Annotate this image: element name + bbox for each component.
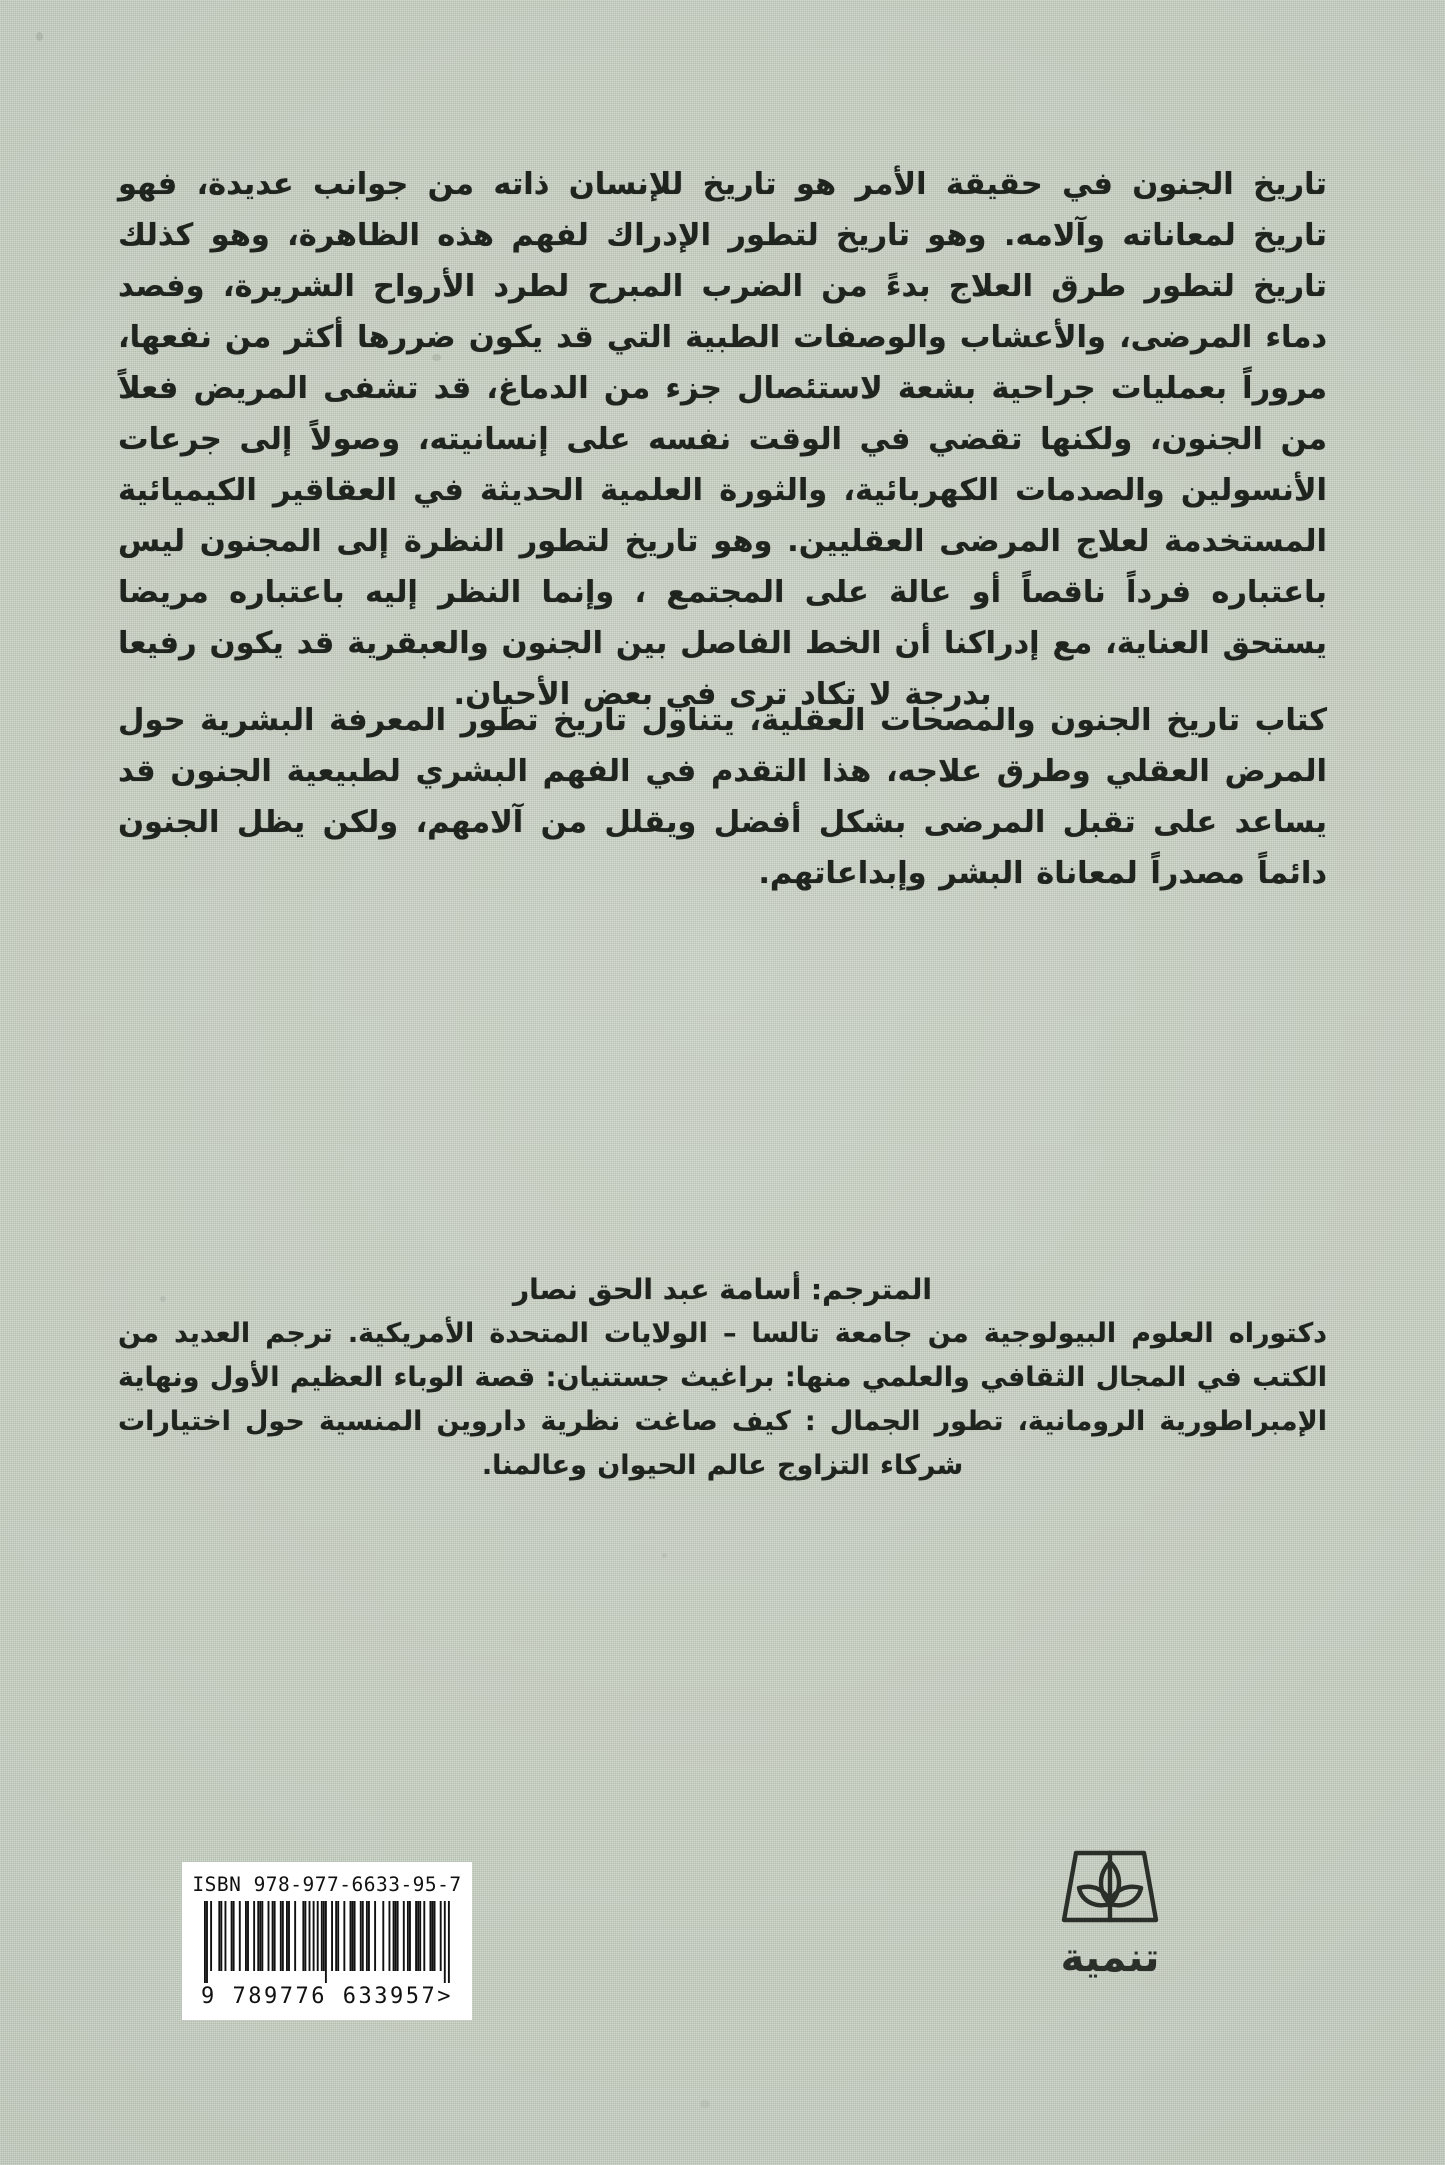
ean-digits: 9 789776 633957: [201, 1984, 438, 2009]
isbn-number: 978-977-6633-95-7: [253, 1873, 462, 1896]
isbn-barcode-block: [182, 1862, 472, 2020]
translator-name: المترجم: أسامة عبد الحق نصار: [512, 1273, 932, 1306]
publisher-logo: [1015, 1840, 1205, 1980]
blurb-paragraph-1: تاريخ الجنون في حقيقة الأمر هو تاريخ للإنسان ذاته من جوانب عديدة، فهو تاريخ لمعاناته وآلامه. وهو تاريخ لتطور الإدراك لفهم هذه الظاهرة، وهو كذلك تاريخ لتطور طرق العلاج بدءً من الضرب المبرح لطرد الأرواح الشريرة، وفصد دماء المرضى، والأعشاب والوصفات الطبية التي قد يكون ضررها أكثر من نفعها، مروراً بعمليات جراحية بشعة لاستئصال جزء من الدماغ، قد تشفى المريض فعلاً من الجنون، ولكنها تقضي في الوقت نفسه على إنسانيته، وصولاً إلى جرعات الأنسولين والصدمات الكهربائية، والثورة العلمية الحديثة في العقاقير الكيميائية المستخدمة لعلاج المرضى العقليين. وهو تاريخ لتطور النظرة إلى المجنون ليس باعتباره فرداً ناقصاً أو عالة على المجتمع ، وإنما النظر إليه باعتباره مريضا يستحق العناية، مع إدراكنا أن الخط الفاصل بين الجنون والعبقرية قد يكون رفيعا بدرجة لا تكاد ترى في بعض الأحيان.: [118, 166, 1327, 712]
barcode-digits: [192, 1984, 462, 2009]
publisher-name: تنمية: [1060, 1935, 1160, 1981]
isbn-label: ISBN: [192, 1873, 242, 1896]
blurb-paragraph-2: كتاب تاريخ الجنون والمصحات العقلية، يتناول تاريخ تطور المعرفة البشرية حول المرض العقلي وطرق علاجه، هذا التقدم في الفهم البشري لطبيعية الجنون قد يساعد على تقبل المرضى بشكل أفضل ويقلل من آلامهم، ولكن يظل الجنون دائماً مصدراً لمعاناة البشر وإبداعاتهم.: [118, 702, 1327, 891]
ean-terminator: >: [437, 1984, 453, 2009]
translator-biography: دكتوراه العلوم البيولوجية من جامعة تالسا – الولايات المتحدة الأمريكية. ترجم العديد من الكتب في المجال الثقافي والعلمي منها: براغيث جستنيان: قصة الوباء العظيم الأول ونهاية الإمبراطورية الرومانية، تطور الجمال : كيف صاغت نظرية داروين المنسية حول اختيارات شركاء التزاوج عالم الحيوان وعالمنا.: [118, 1318, 1327, 1481]
open-book-with-leaves-icon: [1054, 1840, 1166, 1932]
barcode-bars-icon: [204, 1901, 450, 1983]
isbn-text: [192, 1873, 462, 1896]
